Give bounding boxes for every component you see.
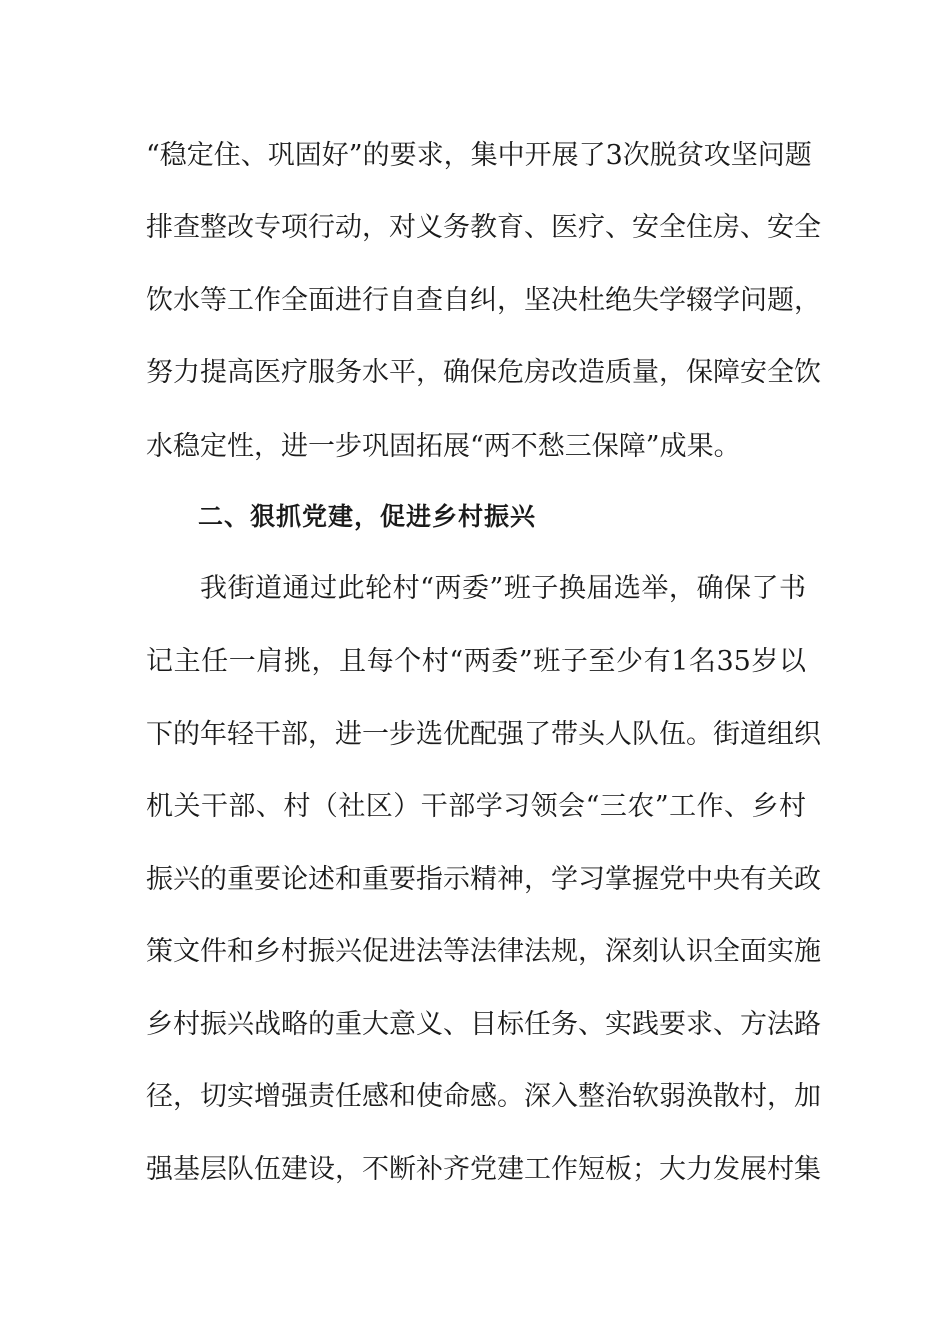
paragraph-line: 机关干部、村（社区）干部学习领会“三农”工作、乡村 xyxy=(146,791,806,822)
paragraph-line: 水稳定性，进一步巩固拓展“两不愁三保障”成果。 xyxy=(146,431,741,462)
paragraph-line: 排查整改专项行动，对义务教育、医疗、安全住房、安全 xyxy=(146,212,821,243)
paragraph-line: 强基层队伍建设，不断补齐党建工作短板；大力发展村集 xyxy=(146,1154,821,1185)
paragraph-line: 策文件和乡村振兴促进法等法律法规，深刻认识全面实施 xyxy=(146,936,821,967)
section-heading: 二、狠抓党建，促进乡村振兴 xyxy=(198,502,537,531)
paragraph-line: 饮水等工作全面进行自查自纠，坚决杜绝失学辍学问题， xyxy=(146,285,821,316)
paragraph-line: 我街道通过此轮村“两委”班子换届选举，确保了书 xyxy=(200,573,806,604)
paragraph-line: 努力提高医疗服务水平，确保危房改造质量，保障安全饮 xyxy=(146,357,821,388)
paragraph-line: 记主任一肩挑，且每个村“两委”班子至少有1名35岁以 xyxy=(146,646,806,677)
paragraph-line: 振兴的重要论述和重要指示精神，学习掌握党中央有关政 xyxy=(146,864,821,895)
paragraph-line: “稳定住、巩固好”的要求，集中开展了3次脱贫攻坚问题 xyxy=(146,140,812,171)
paragraph-line: 乡村振兴战略的重大意义、目标任务、实践要求、方法路 xyxy=(146,1009,821,1040)
paragraph-line: 径，切实增强责任感和使命感。深入整治软弱涣散村，加 xyxy=(146,1081,821,1112)
paragraph-line: 下的年轻干部，进一步选优配强了带头人队伍。街道组织 xyxy=(146,719,821,750)
